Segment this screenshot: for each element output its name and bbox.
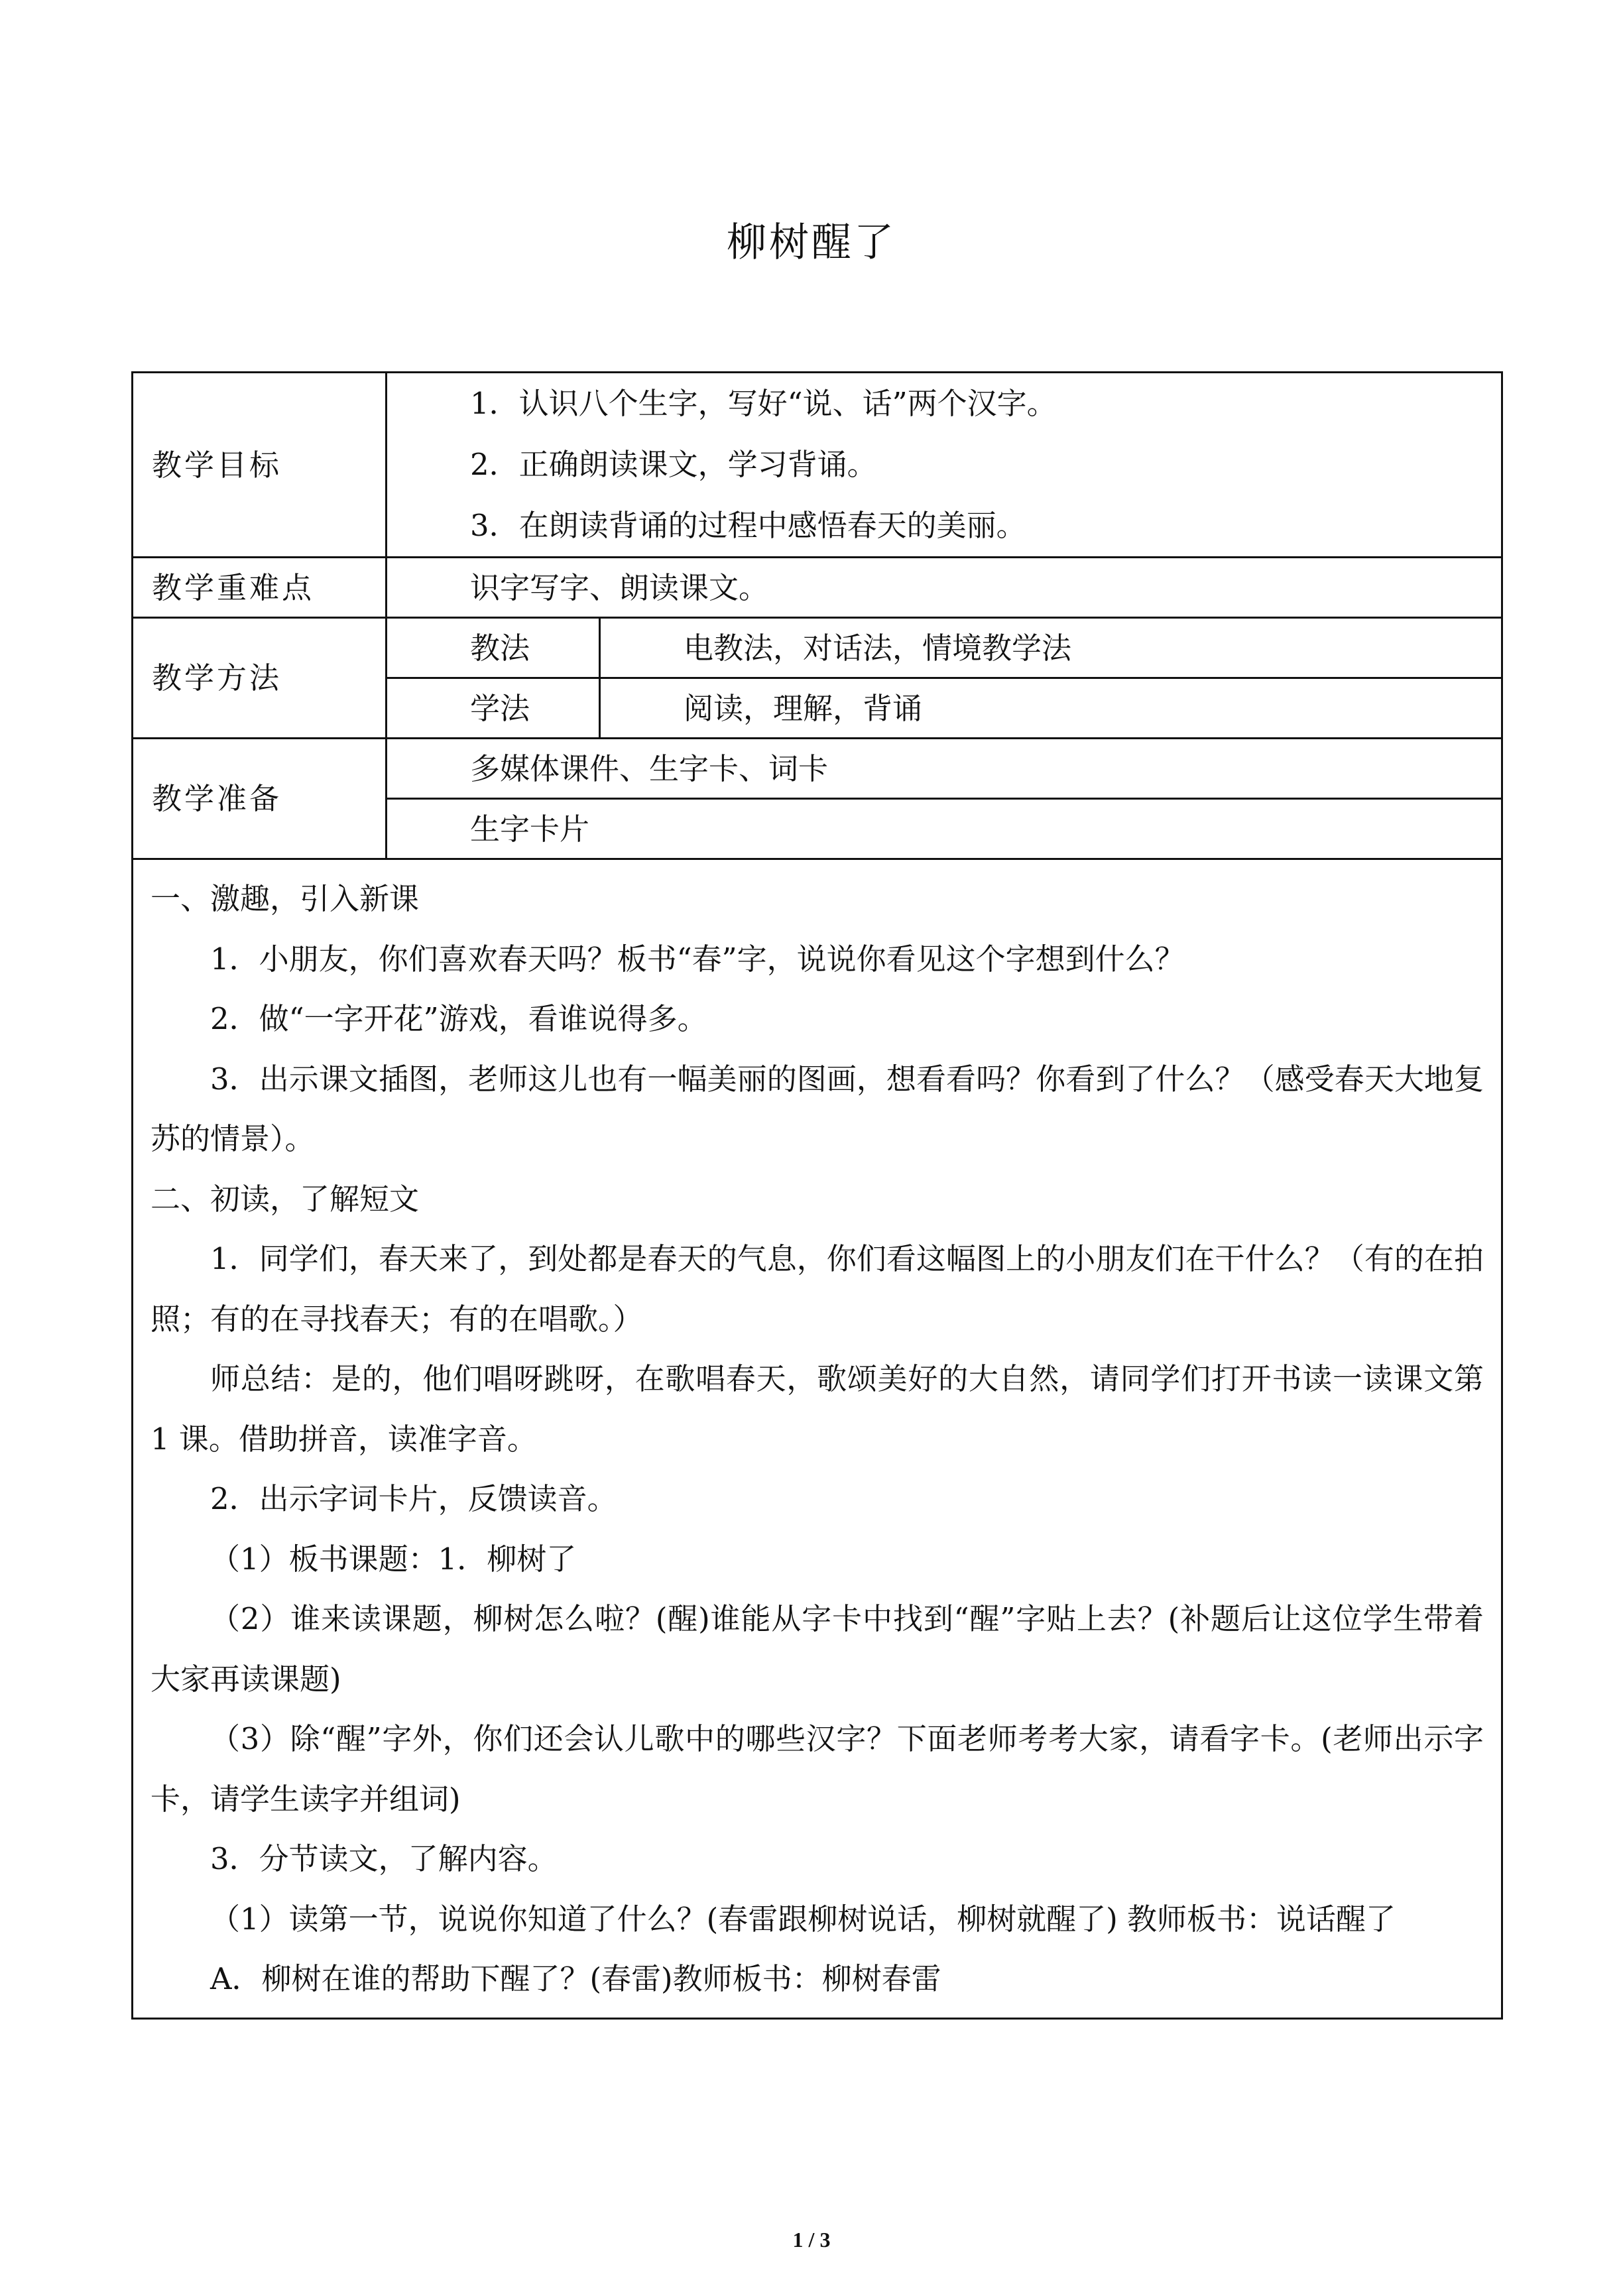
objective-item: 3．在朗读背诵的过程中感悟春天的美丽。 [470, 508, 1026, 543]
objectives-row [133, 373, 1502, 558]
document-title: 柳树醒了 [727, 219, 896, 266]
paragraph: 1．同学们，春天来了，到处都是春天的气息，你们看这幅图上的小朋友们在干什么？（有的在拍照；有的在寻找春天；有的在唱歌。） [150, 1241, 1484, 1337]
preparation-item-1: 多媒体课件、生字卡、词卡 [387, 739, 1502, 799]
key-points-row [133, 558, 1502, 618]
paragraph: 2．出示字词卡片，反馈读音。 [210, 1481, 617, 1516]
paragraph: （2）谁来读课题，柳树怎么啦？(醒)谁能从字卡中找到“醒”字贴上去？(补题后让这位学生带着大家再读课题) [150, 1601, 1484, 1697]
key-points-label: 教学重难点 [133, 558, 387, 618]
objectives-label: 教学目标 [133, 373, 387, 558]
section-heading: 二、初读，了解短文 [150, 1181, 420, 1217]
teach-label: 教法 [387, 618, 600, 678]
paragraph: （1）读第一节，说说你知道了什么？(春雷跟柳树说话，柳树就醒了) 教师板书：说话醒了 [210, 1901, 1396, 1937]
learn-value: 阅读，理解，背诵 [600, 678, 1502, 739]
preparation-item-2: 生字卡片 [387, 799, 1502, 859]
lesson-plan-table [131, 371, 1503, 2020]
teach-value: 电教法，对话法，情境教学法 [600, 618, 1502, 678]
paragraph: 2．做“一字开花”游戏，看谁说得多。 [210, 1001, 707, 1036]
paragraph: 3．分节读文，了解内容。 [210, 1841, 558, 1876]
preparation-row-1 [133, 739, 1502, 799]
section-heading: 一、激趣，引入新课 [150, 881, 420, 916]
paragraph: （1）板书课题：1．柳树了 [210, 1541, 577, 1577]
paragraph: （3）除“醒”字外，你们还会认儿歌中的哪些汉字？下面老师考考大家，请看字卡。(老师出示字卡，请学生读字并组词) [150, 1721, 1484, 1817]
methods-label: 教学方法 [133, 618, 387, 739]
paragraph: A．柳树在谁的帮助下醒了？(春雷)教师板书：柳树春雷 [210, 1961, 941, 1996]
objective-item: 2．正确朗读课文，学习背诵。 [470, 447, 877, 482]
process-row [133, 859, 1502, 2019]
page-number: 1 / 3 [792, 2228, 831, 2252]
methods-teach-row [133, 618, 1502, 678]
paragraph: 师总结：是的，他们唱呀跳呀，在歌唱春天，歌颂美好的大自然，请同学们打开书读一读课文第 1 课。借助拼音，读准字音。 [150, 1361, 1484, 1457]
paragraph: 3．出示课文插图，老师这儿也有一幅美丽的图画，想看看吗？你看到了什么？（感受春天大地复苏的情景）。 [150, 1061, 1484, 1156]
preparation-label: 教学准备 [133, 739, 387, 859]
objectives-content [387, 373, 1502, 558]
objective-item: 1．认识八个生字，写好“说、话”两个汉字。 [470, 386, 1057, 421]
key-points-text: 识字写字、朗读课文。 [387, 558, 1502, 618]
teaching-process [133, 859, 1502, 2019]
learn-label: 学法 [387, 678, 600, 739]
paragraph: 1．小朋友，你们喜欢春天吗？板书“春”字，说说你看见这个字想到什么？ [210, 941, 1185, 977]
